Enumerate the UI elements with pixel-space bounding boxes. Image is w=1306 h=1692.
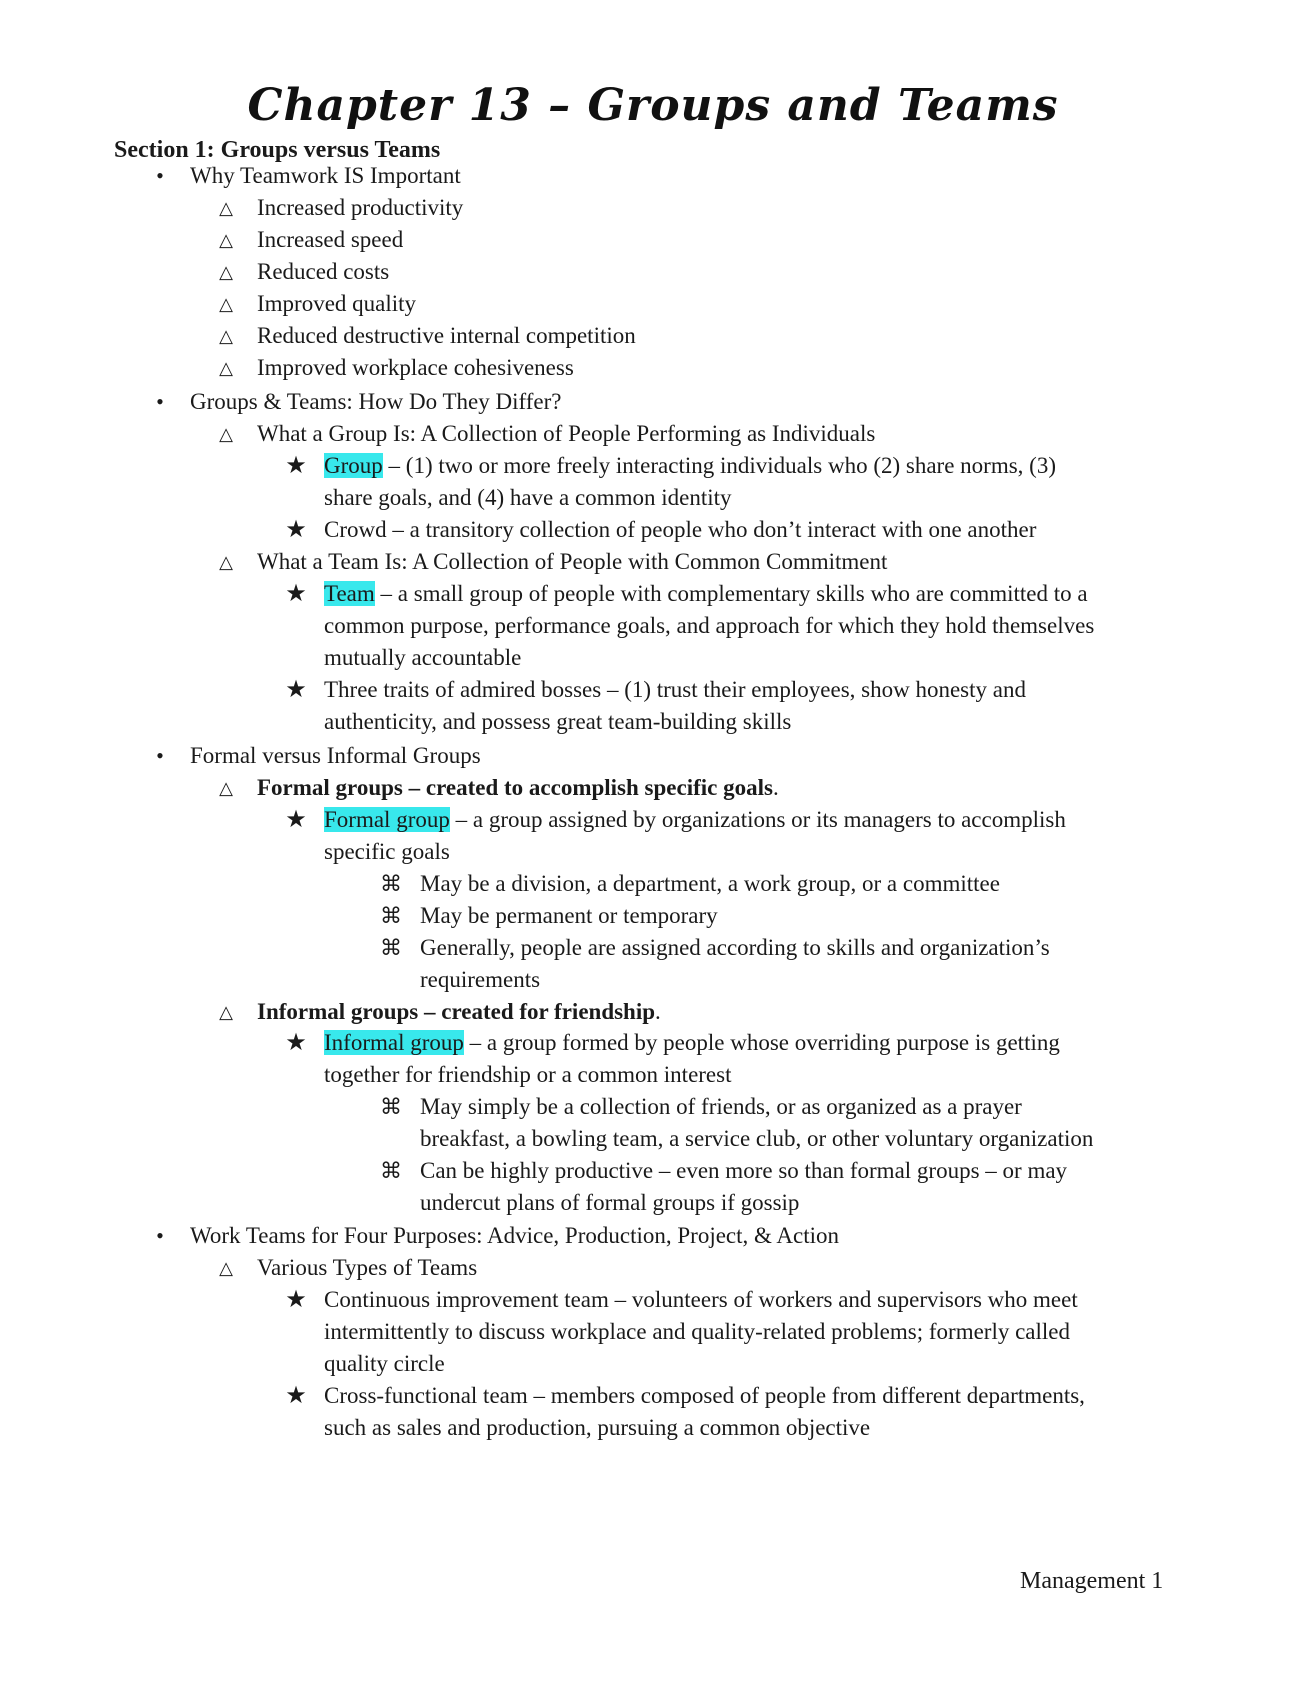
page-footer: Management 1 <box>1020 1568 1164 1594</box>
bullet-star: ★ <box>285 1383 307 1409</box>
list-item-continuation: intermittently to discuss workplace and quality-related problems; formerly called <box>324 1319 1070 1344</box>
bullet-dot: • <box>156 163 164 188</box>
highlighted-term: Team <box>324 581 375 606</box>
list-item <box>324 577 1088 611</box>
highlighted-term: Formal group <box>324 807 450 832</box>
highlighted-term: Group <box>324 453 383 478</box>
bullet-star: ★ <box>285 677 307 703</box>
list-item: Can be highly productive – even more so than formal groups – or may <box>420 1158 1068 1183</box>
bold-heading: Formal groups – created to accomplish specific goals <box>257 775 773 800</box>
definition-text: – (1) two or more freely interacting individuals who (2) share norms, (3) <box>382 453 1056 478</box>
list-item-continuation: common purpose, performance goals, and approach for which they hold themselves <box>324 613 1095 638</box>
bullet-star: ★ <box>285 517 307 543</box>
list-item-continuation: authenticity, and possess great team-building skills <box>324 709 792 734</box>
bold-heading: Informal groups – created for friendship <box>257 999 656 1024</box>
list-item <box>324 449 1056 483</box>
list-item: Crowd – a transitory collection of people who don’t interact with one another <box>324 517 1037 542</box>
bullet-command: ⌘ <box>380 1094 402 1119</box>
list-item-continuation: requirements <box>420 967 541 992</box>
definition-text: – a group formed by people whose overriding purpose is getting <box>463 1030 1060 1055</box>
list-item: Groups & Teams: How Do They Differ? <box>190 389 562 414</box>
list-item-continuation: undercut plans of formal groups if gossip <box>420 1190 800 1215</box>
list-item: Reduced destructive internal competition <box>257 323 636 348</box>
bullet-star: ★ <box>285 453 307 479</box>
list-item <box>257 771 779 805</box>
bullet-triangle: △ <box>219 424 233 444</box>
list-item: Various Types of Teams <box>257 1255 478 1280</box>
bullet-star: ★ <box>285 807 307 833</box>
definition-text: – a small group of people with complementary skills who are committed to a <box>374 581 1088 606</box>
list-item: Reduced costs <box>257 259 390 284</box>
bullet-command: ⌘ <box>380 935 402 960</box>
highlighted-term: Informal group <box>324 1030 464 1055</box>
list-item: Increased speed <box>257 227 404 252</box>
list-item: Generally, people are assigned according to skills and organization’s <box>420 935 1050 960</box>
bullet-triangle: △ <box>219 326 233 346</box>
heading-end: . <box>772 775 779 800</box>
list-item-continuation: such as sales and production, pursuing a common objective <box>324 1415 871 1440</box>
bullet-triangle: △ <box>219 778 233 798</box>
heading-end: . <box>655 999 661 1024</box>
list-item: Cross-functional team – members composed of people from different departments, <box>324 1383 1085 1408</box>
bullet-dot: • <box>156 1223 164 1248</box>
list-item: Work Teams for Four Purposes: Advice, Production, Project, & Action <box>190 1223 839 1248</box>
section-heading: Section 1: Groups versus Teams <box>114 137 441 163</box>
bullet-triangle: △ <box>219 1002 233 1022</box>
bullet-triangle: △ <box>219 294 233 314</box>
list-item <box>324 1026 1060 1060</box>
bullet-triangle: △ <box>219 1258 233 1278</box>
list-item: Improved workplace cohesiveness <box>257 355 574 380</box>
list-item-continuation: share goals, and (4) have a common identity <box>324 485 732 510</box>
list-item: May simply be a collection of friends, or as organized as a prayer <box>420 1094 1022 1119</box>
bullet-star: ★ <box>285 581 307 607</box>
bullet-command: ⌘ <box>380 1158 402 1183</box>
bullet-triangle: △ <box>219 230 233 250</box>
list-item <box>324 803 1066 837</box>
bullet-command: ⌘ <box>380 903 402 928</box>
list-item: Formal versus Informal Groups <box>190 743 481 768</box>
list-item: May be permanent or temporary <box>420 903 718 928</box>
bullet-triangle: △ <box>219 262 233 282</box>
list-item-continuation: mutually accountable <box>324 645 522 670</box>
list-item-continuation: quality circle <box>324 1351 445 1376</box>
list-item <box>257 995 661 1029</box>
list-item: What a Group Is: A Collection of People Performing as Individuals <box>257 421 876 446</box>
list-item: What a Team Is: A Collection of People with Common Commitment <box>257 549 888 574</box>
list-item: Continuous improvement team – volunteers of workers and supervisors who meet <box>324 1287 1078 1312</box>
list-item-continuation: breakfast, a bowling team, a service club, or other voluntary organization <box>420 1126 1094 1151</box>
bullet-triangle: △ <box>219 198 233 218</box>
bullet-dot: • <box>156 743 164 768</box>
list-item: Three traits of admired bosses – (1) trust their employees, show honesty and <box>324 677 1026 702</box>
bullet-star: ★ <box>285 1030 307 1056</box>
list-item: Improved quality <box>257 291 417 316</box>
bullet-star: ★ <box>285 1287 307 1313</box>
bullet-command: ⌘ <box>380 871 402 896</box>
definition-text: – a group assigned by organizations or its managers to accomplish <box>449 807 1066 832</box>
list-item: Increased productivity <box>257 195 464 220</box>
list-item-continuation: specific goals <box>324 839 450 864</box>
list-item: Why Teamwork IS Important <box>190 163 461 188</box>
bullet-triangle: △ <box>219 358 233 378</box>
list-item: May be a division, a department, a work group, or a committee <box>420 871 1000 896</box>
bullet-triangle: △ <box>219 552 233 572</box>
bullet-dot: • <box>156 389 164 414</box>
list-item-continuation: together for friendship or a common interest <box>324 1062 732 1087</box>
page-title: Chapter 13 – Groups and Teams <box>247 80 1059 131</box>
